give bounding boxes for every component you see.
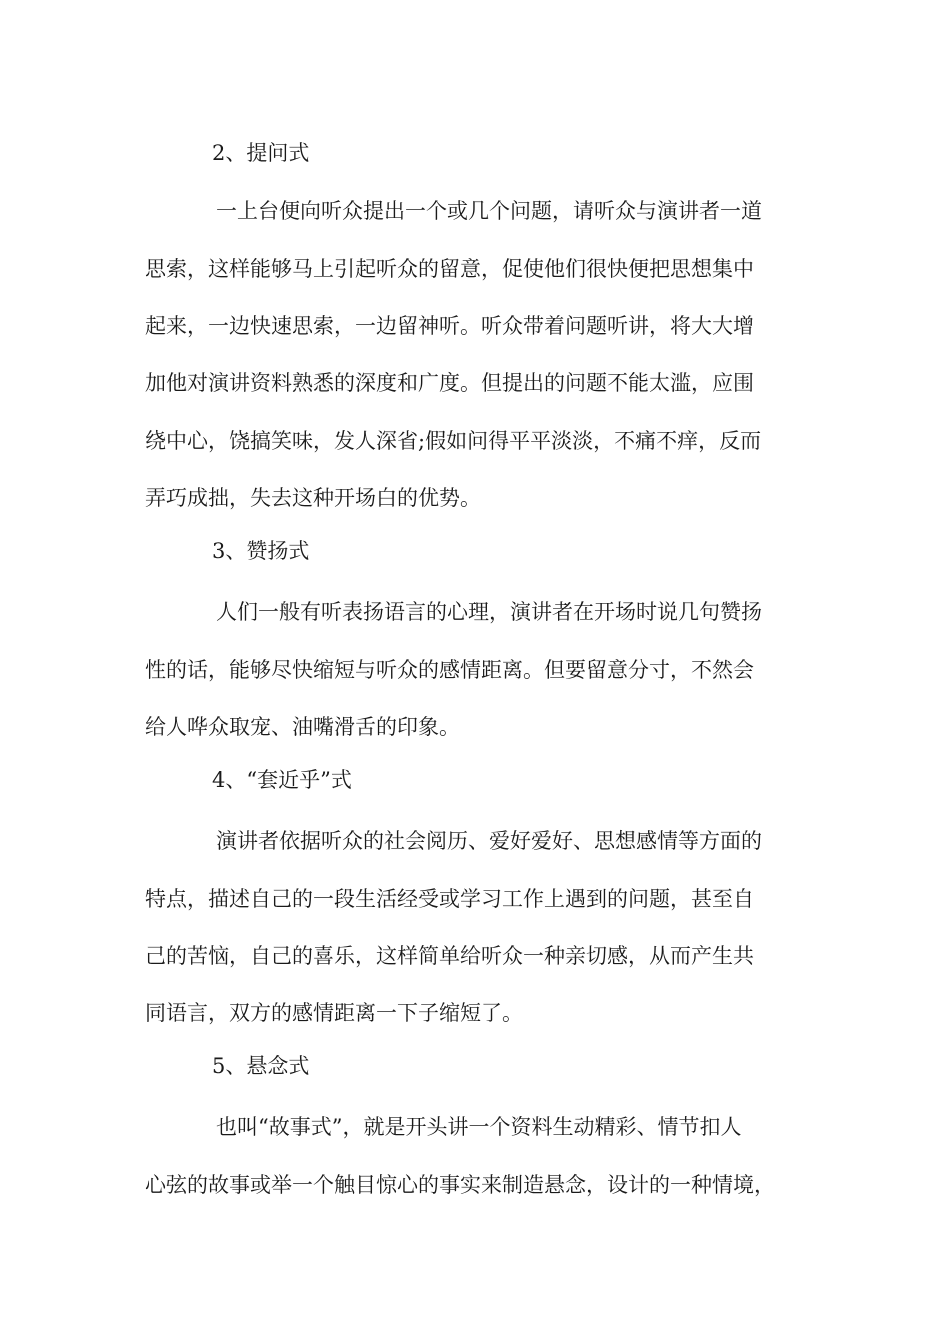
paragraph-line: 一上台便向听众提出一个或几个问题，请听众与演讲者一道 (216, 199, 762, 223)
paragraph-line: 加他对演讲资料熟悉的深度和广度。但提出的问题不能太滥，应围 (145, 371, 754, 395)
paragraph-line: 同语言，双方的感情距离一下子缩短了。 (145, 1001, 523, 1025)
section-heading-suspense: 5、悬念式 (212, 1054, 310, 1078)
paragraph-line: 弄巧成拙，失去这种开场白的优势。 (145, 486, 481, 510)
section-heading-rapport: 4、“套近乎”式 (212, 768, 352, 792)
paragraph-line: 给人哗众取宠、油嘴滑舌的印象。 (145, 715, 460, 739)
paragraph-line: 思索，这样能够马上引起听众的留意，促使他们很快便把思想集中 (145, 257, 754, 281)
paragraph-line: 人们一般有听表扬语言的心理，演讲者在开场时说几句赞扬 (216, 600, 762, 624)
section-heading-praise: 3、赞扬式 (212, 539, 310, 563)
paragraph-line: 性的话，能够尽快缩短与听众的感情距离。但要留意分寸，不然会 (145, 658, 754, 682)
paragraph-line: 特点，描述自己的一段生活经受或学习工作上遇到的问题，甚至自 (145, 887, 754, 911)
section-heading-questioning: 2、提问式 (212, 141, 310, 165)
paragraph-line: 心弦的故事或举一个触目惊心的事实来制造悬念，设计的一种情境， (145, 1173, 775, 1197)
paragraph-line: 也叫“故事式”，就是开头讲一个资料生动精彩、情节扣人 (216, 1115, 742, 1139)
paragraph-line: 绕中心，饶搞笑味，发人深省;假如问得平平淡淡，不痛不痒，反而 (145, 429, 762, 453)
paragraph-line: 己的苦恼，自己的喜乐，这样简单给听众一种亲切感，从而产生共 (145, 944, 754, 968)
paragraph-line: 起来，一边快速思索，一边留神听。听众带着问题听讲，将大大增 (145, 314, 754, 338)
paragraph-line: 演讲者依据听众的社会阅历、爱好爱好、思想感情等方面的 (216, 829, 762, 853)
